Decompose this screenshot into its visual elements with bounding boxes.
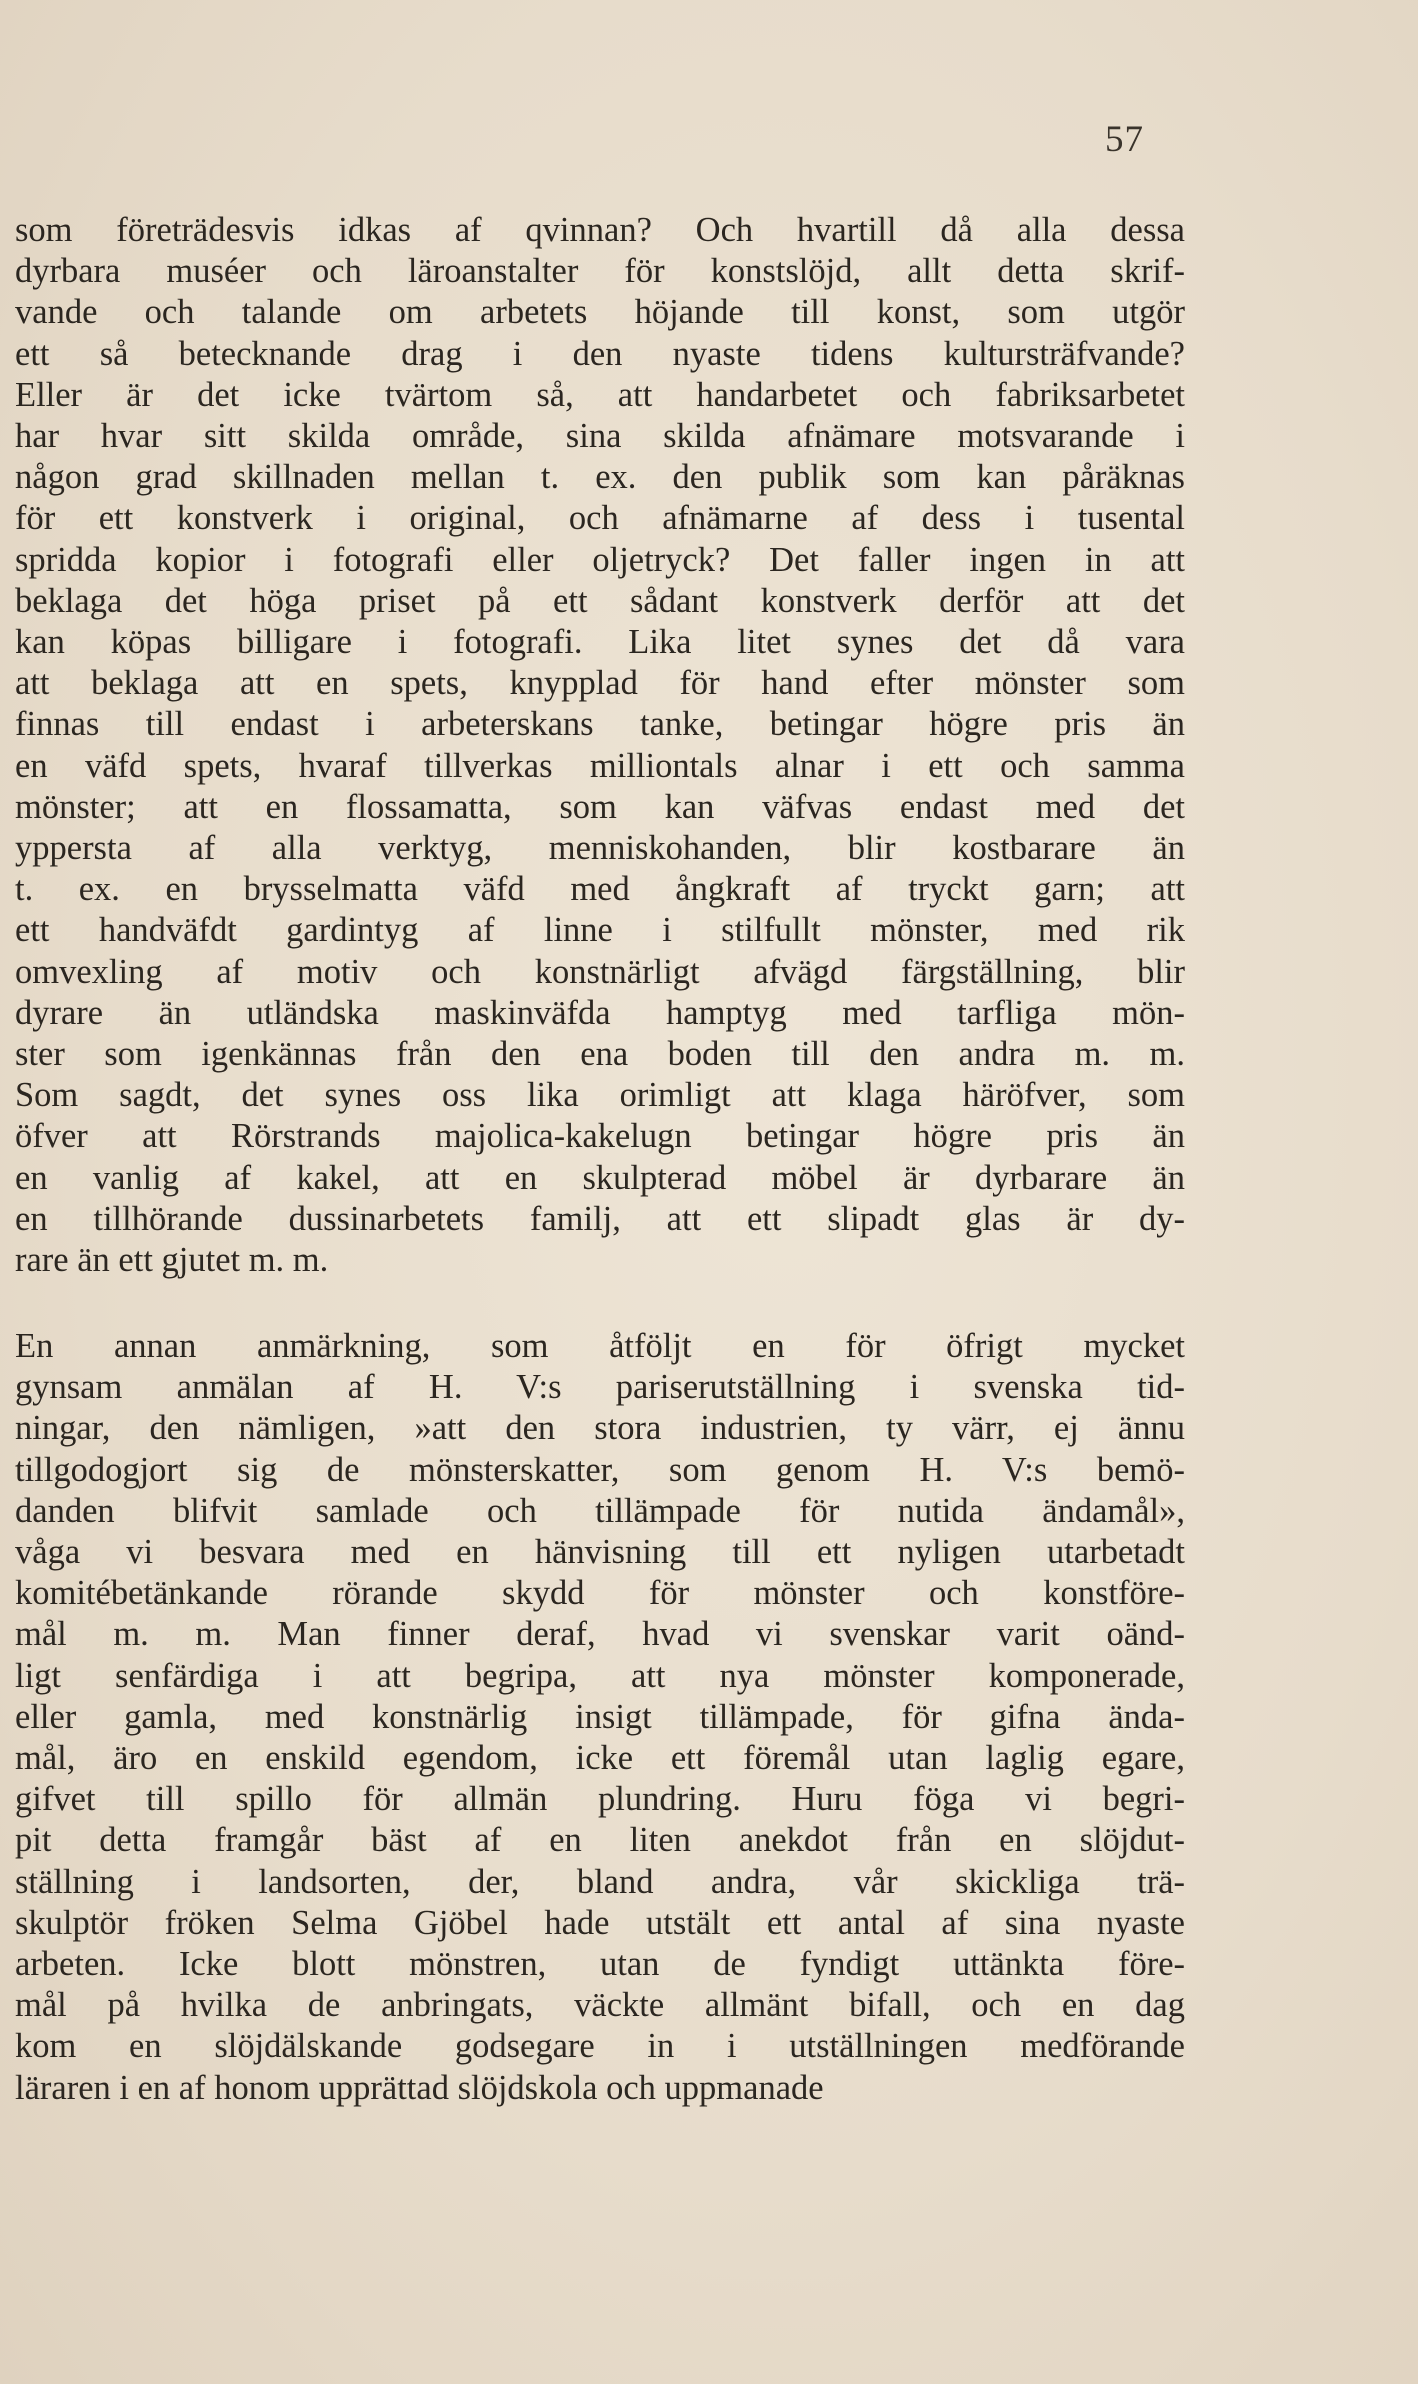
text-line: gifvet till spillo för allmän plundring. Huru föga vi begri- xyxy=(15,1780,1185,1819)
text-line: vande och talande om arbetets höjande till konst, som utgör xyxy=(15,293,1185,332)
text-line: gynsam anmälan af H. V:s pariserutställning i svenska tid- xyxy=(15,1368,1185,1407)
text-line: våga vi besvara med en hänvisning till ett nyligen utarbetadt xyxy=(15,1533,1185,1572)
text-line: spridda kopior i fotografi eller oljetryck? Det faller ingen in att xyxy=(15,540,1185,579)
text-line: mönster; att en flossamatta, som kan väfvas endast med det xyxy=(15,787,1185,826)
text-line: som företrädesvis idkas af qvinnan? Och hvartill då alla dessa xyxy=(15,211,1185,249)
paragraph-2 xyxy=(15,1326,1185,2109)
text-line: komitébetänkande rörande skydd för mönster och konstföre- xyxy=(15,1574,1185,1613)
text-line: ningar, den nämligen, »att den stora industrien, ty värr, ej ännu xyxy=(15,1409,1185,1448)
text-line: ett så betecknande drag i den nyaste tidens kultursträfvande? xyxy=(15,334,1185,373)
text-line: Som sagdt, det synes oss lika orimligt att klaga häröfver, som xyxy=(15,1076,1185,1115)
text-line: mål, äro en enskild egendom, icke ett föremål utan laglig egare, xyxy=(15,1739,1185,1778)
text-line: finnas till endast i arbeterskans tanke, betingar högre pris än xyxy=(15,705,1185,744)
text-line: dyrare än utländska maskinväfda hamptyg med tarfliga mön- xyxy=(15,993,1185,1032)
text-line: någon grad skillnaden mellan t. ex. den publik som kan påräknas xyxy=(15,458,1185,497)
text-line: t. ex. en brysselmatta väfd med ångkraft af tryckt garn; att xyxy=(15,870,1185,909)
text-line: omvexling af motiv och konstnärligt afvägd färgställning, blir xyxy=(15,952,1185,991)
text-line: en väfd spets, hvaraf tillverkas milliontals alnar i ett och samma xyxy=(15,746,1185,785)
text-line: danden blifvit samlade och tillämpade för nutida ändamål», xyxy=(15,1491,1185,1530)
text-line: mål m. m. Man finner deraf, hvad vi svenskar varit oänd- xyxy=(15,1615,1185,1654)
text-line: kom en slöjdälskande godsegare in i utställningen medförande xyxy=(15,2027,1185,2066)
text-line: dyrbara muséer och läroanstalter för konstslöjd, allt detta skrif- xyxy=(15,252,1185,291)
text-line: en vanlig af kakel, att en skulpterad möbel är dyrbarare än xyxy=(15,1158,1185,1197)
text-line: att beklaga att en spets, knypplad för hand efter mönster som xyxy=(15,664,1185,703)
text-line: kan köpas billigare i fotografi. Lika litet synes det då vara xyxy=(15,623,1185,662)
text-line: läraren i en af honom upprättad slöjdskola och uppmanade xyxy=(15,2068,824,2107)
text-line: yppersta af alla verktyg, menniskohanden, blir kostbarare än xyxy=(15,829,1185,868)
paragraph-1 xyxy=(15,210,1185,1281)
text-line: ställning i landsorten, der, bland andra, vår skickliga trä- xyxy=(15,1862,1185,1901)
text-line: öfver att Rörstrands majolica-kakelugn betingar högre pris än xyxy=(15,1117,1185,1156)
text-line: pit detta framgår bäst af en liten anekdot från en slöjdut- xyxy=(15,1821,1185,1860)
text-line: har hvar sitt skilda område, sina skilda afnämare motsvarande i xyxy=(15,417,1185,456)
text-line: tillgodogjort sig de mönsterskatter, som genom H. V:s bemö- xyxy=(15,1450,1185,1489)
page-number: 57 xyxy=(1105,119,1144,160)
text-line: för ett konstverk i original, och afnämarne af dess i tusental xyxy=(15,499,1185,538)
text-line: eller gamla, med konstnärlig insigt tillämpade, för gifna ända- xyxy=(15,1697,1185,1736)
text-line: ster som igenkännas från den ena boden till den andra m. m. xyxy=(15,1035,1185,1074)
text-line: mål på hvilka de anbringats, väckte allmänt bifall, och en dag xyxy=(15,1986,1185,2025)
text-line: ligt senfärdiga i att begripa, att nya mönster komponerade, xyxy=(15,1656,1185,1695)
text-line: Eller är det icke tvärtom så, att handarbetet och fabriksarbetet xyxy=(15,375,1185,414)
text-line: en tillhörande dussinarbetets familj, att ett slipadt glas är dy- xyxy=(15,1199,1185,1238)
text-line: beklaga det höga priset på ett sådant konstverk derför att det xyxy=(15,581,1185,620)
text-line: ett handväfdt gardintyg af linne i stilfullt mönster, med rik xyxy=(15,911,1185,950)
text-line: rare än ett gjutet m. m. xyxy=(15,1241,329,1280)
text-line: skulptör fröken Selma Gjöbel hade utstält ett antal af sina nyaste xyxy=(15,1903,1185,1942)
text-line: En annan anmärkning, som åtföljt en för öfrigt mycket xyxy=(15,1327,1185,1365)
text-line: arbeten. Icke blott mönstren, utan de fyndigt uttänkta före- xyxy=(15,1945,1185,1984)
